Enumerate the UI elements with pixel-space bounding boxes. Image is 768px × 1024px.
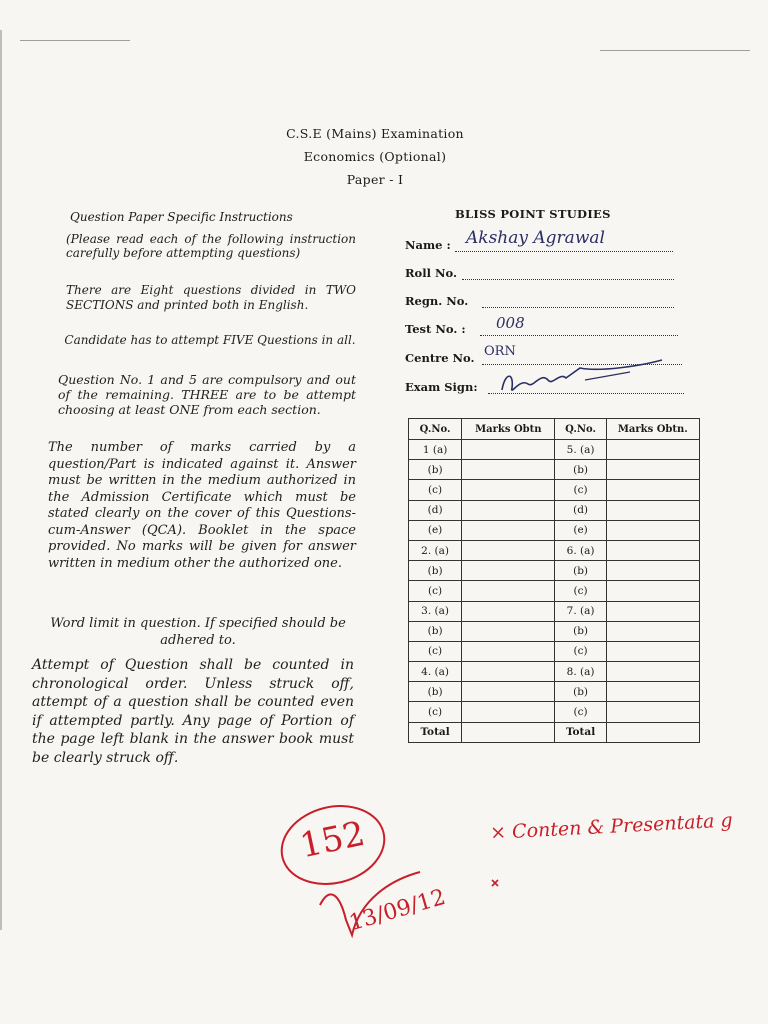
col-qno: Q.No. <box>555 419 606 440</box>
question-number-cell: 8. (a) <box>555 662 606 682</box>
question-number-cell: (d) <box>555 500 606 520</box>
question-number-cell: (e) <box>555 520 606 540</box>
question-number-cell: (c) <box>409 480 462 500</box>
question-number-cell: (c) <box>555 641 606 661</box>
col-marks: Marks Obtn. <box>606 419 699 440</box>
question-number-cell: (d) <box>409 500 462 520</box>
question-number-cell: 6. (a) <box>555 540 606 560</box>
question-number-cell: (b) <box>555 460 606 480</box>
asterisk-mark <box>492 880 498 886</box>
question-number-cell: (b) <box>555 561 606 581</box>
question-number-cell: (c) <box>409 581 462 601</box>
question-number-cell: 7. (a) <box>555 601 606 621</box>
sign-label: Exam Sign: <box>405 380 478 394</box>
question-number-cell: (c) <box>555 581 606 601</box>
evaluation-date: 13/09/12 <box>346 884 449 937</box>
instruction-item: (Please read each of the following instruction carefully before attempting questions) <box>66 232 356 260</box>
score-value: 152 <box>296 813 369 867</box>
centre-label: Centre No. <box>405 351 475 365</box>
centre-value: ORN <box>484 344 516 359</box>
question-number-cell: Total <box>555 722 606 742</box>
test-value: 008 <box>496 314 525 332</box>
question-number-cell: (b) <box>555 682 606 702</box>
test-label: Test No. : <box>405 322 466 336</box>
instruction-item: Word limit in question. If specified should be adhered to. <box>50 616 346 648</box>
question-number-cell: (c) <box>409 702 462 722</box>
question-number-cell: 5. (a) <box>555 440 606 460</box>
question-number-cell: Total <box>409 722 462 742</box>
instruction-item: Candidate has to attempt FIVE Questions in all. <box>64 333 356 347</box>
exam-subject: Economics (Optional) <box>303 149 447 164</box>
question-number-cell: (b) <box>409 621 462 641</box>
signature-stroke <box>585 372 630 380</box>
name-label: Name : <box>405 238 451 252</box>
question-number-cell: 2. (a) <box>409 540 462 560</box>
exam-signature <box>502 360 662 390</box>
question-number-cell: 3. (a) <box>409 601 462 621</box>
exam-paper: Paper - I <box>346 172 404 187</box>
name-value: Akshay Agrawal <box>466 228 605 248</box>
evaluator-comment: × Conten & Presentata g <box>489 809 734 845</box>
col-qno: Q.No. <box>409 419 462 440</box>
question-number-cell: (c) <box>555 480 606 500</box>
question-number-cell: 4. (a) <box>409 662 462 682</box>
question-number-cell: (b) <box>409 682 462 702</box>
instruction-item: There are Eight questions divided in TWO SECTIONS and printed both in English. <box>66 283 356 312</box>
col-marks: Marks Obtn <box>462 419 555 440</box>
instruction-item: Attempt of Question shall be counted in chronological order. Unless struck off, attempt of a question shall be counted even if attempted partly. Any page of Portion of the page left blank in the answer book must be clearly struck off. <box>32 657 354 766</box>
question-number-cell: (c) <box>555 702 606 722</box>
question-number-cell: (b) <box>409 561 462 581</box>
question-number-cell: (b) <box>555 621 606 641</box>
question-number-cell: (e) <box>409 520 462 540</box>
regn-label: Regn. No. <box>405 294 469 308</box>
institute-name: BLISS POINT STUDIES <box>455 207 611 221</box>
instruction-item: The number of marks carried by a question/Part is indicated against it. Answer must be written in the medium authorized in the Admission Certificate which must be stated clearly on the cover of this Questions-cum-Answer (QCA). Booklet in the space provided. No marks will be given for answer written in medium other the authorized one. <box>48 440 356 571</box>
exam-title: C.S.E (Mains) Examination <box>286 126 464 141</box>
roll-label: Roll No. <box>405 266 457 280</box>
question-number-cell: (c) <box>409 641 462 661</box>
question-number-cell: (b) <box>409 460 462 480</box>
instructions-title: Question Paper Specific Instructions <box>70 210 293 224</box>
instruction-item: Question No. 1 and 5 are compulsory and out of the remaining. THREE are to be attempt choosing at least ONE from each section. <box>58 372 356 417</box>
question-number-cell: 1 (a) <box>409 440 462 460</box>
